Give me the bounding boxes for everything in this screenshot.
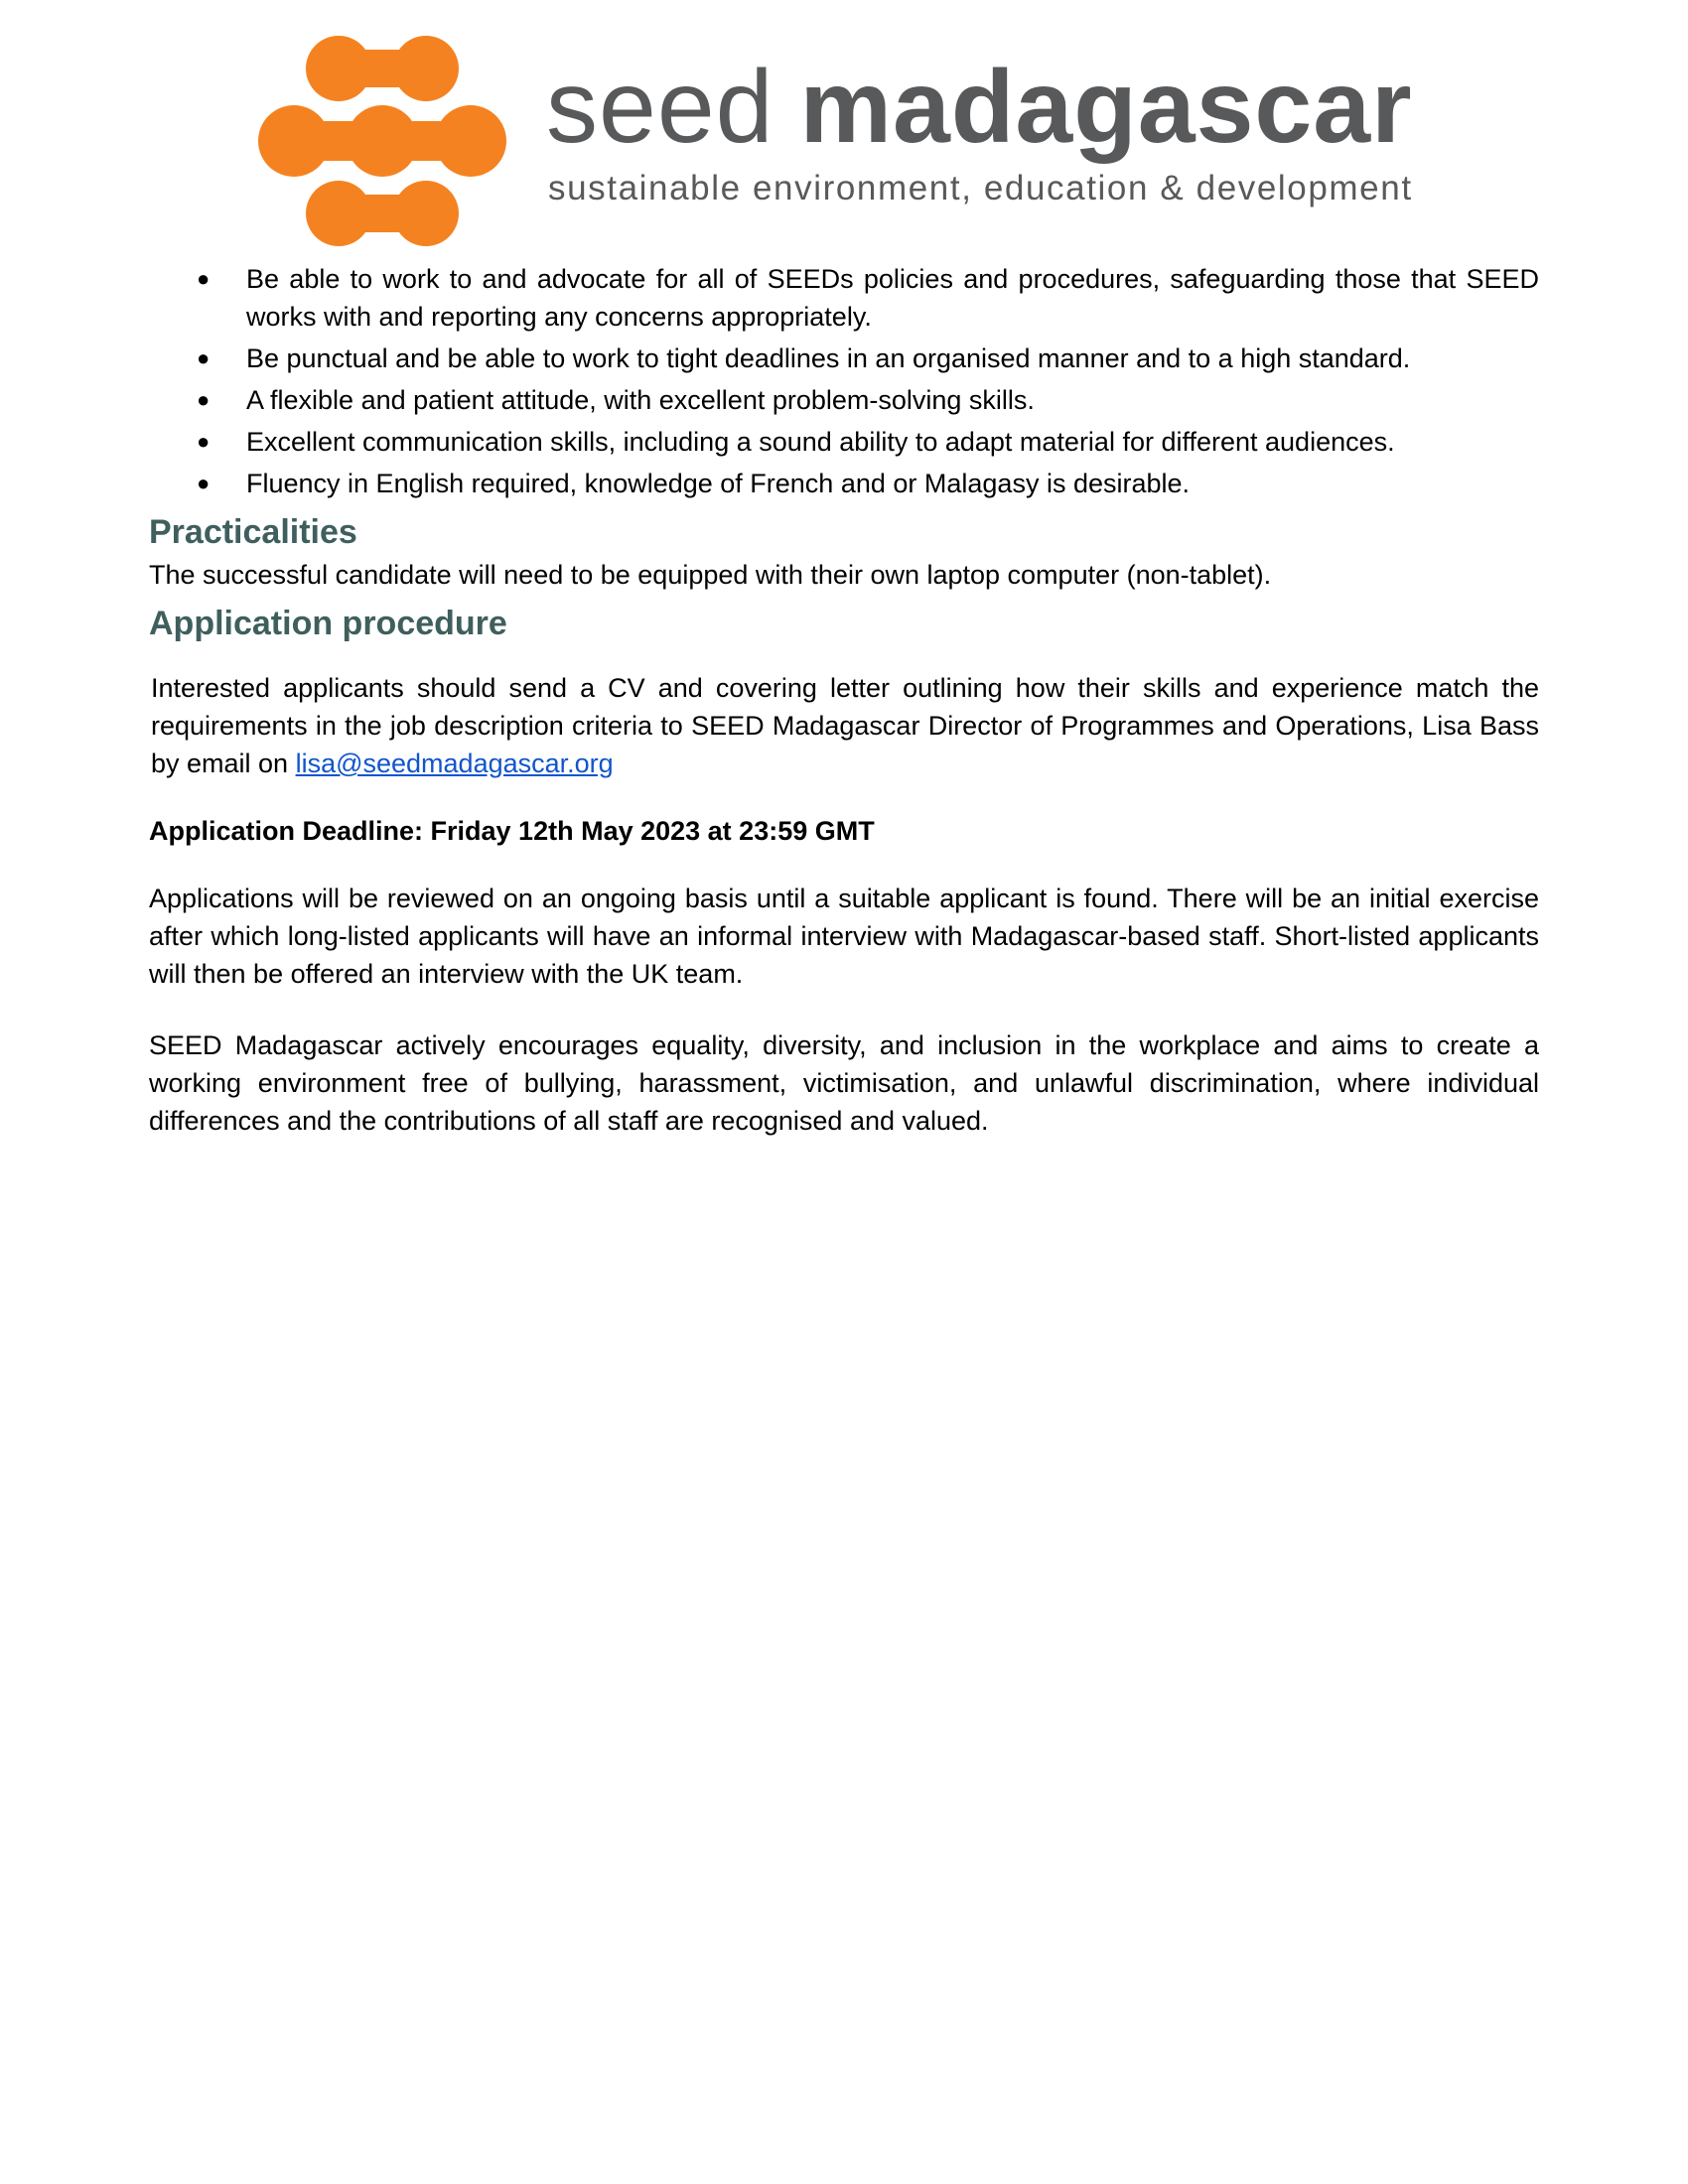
application-instructions-text: Interested applicants should send a CV and covering letter outlining how their skills and experience match the requirements in the job description criteria to SEED Madagascar Director of Programmes and Operations, Lisa Bass by email on (151, 673, 1539, 778)
practicalities-text: The successful candidate will need to be equipped with their own laptop computer (non-tablet). (149, 560, 1272, 590)
brand-name (546, 50, 1413, 165)
list-item-text: Be able to work to and advocate for all of SEEDs policies and procedures, safeguarding those that SEED works with and reporting any concerns appropriately. (246, 264, 1539, 332)
brand-name-light: seed (546, 50, 774, 165)
bullet-icon: ● (197, 429, 211, 454)
practicalities-heading: Practicalities (149, 513, 357, 551)
list-item (149, 465, 1539, 502)
document-body (149, 260, 1539, 1140)
requirements-list (149, 260, 1539, 502)
brand-tagline: sustainable environment, education & development (548, 169, 1413, 207)
application-deadline: Application Deadline: Friday 12th May 2023 at 23:59 GMT (149, 816, 875, 846)
seed-logo-icon (256, 36, 508, 246)
equality-statement: SEED Madagascar actively encourages equality, diversity, and inclusion in the workplace and aims to create a working environment free of bullying, harassment, victimisation, and unlawful discrimination, where individual differences and the contributions of all staff are recognised and valued. (149, 1030, 1539, 1136)
list-item-text: Be punctual and be able to work to tight deadlines in an organised manner and to a high standard. (246, 343, 1411, 373)
bullet-icon: ● (197, 471, 211, 495)
review-process-text: Applications will be reviewed on an ongoing basis until a suitable applicant is found. There will be an initial exercise after which long-listed applicants will have an informal interview with Madagascar-based staff. Short-listed applicants will then be offered an interview with the UK team. (149, 884, 1539, 989)
page-header (256, 36, 1428, 248)
list-item (149, 381, 1539, 419)
bullet-icon: ● (197, 266, 211, 291)
list-item (149, 423, 1539, 461)
list-item (149, 340, 1539, 377)
list-item (149, 260, 1539, 336)
list-item-text: A flexible and patient attitude, with excellent problem-solving skills. (246, 385, 1035, 415)
list-item-text: Fluency in English required, knowledge of French and or Malagasy is desirable. (246, 469, 1191, 498)
brand-name-bold: madagascar (799, 50, 1413, 165)
list-item-text: Excellent communication skills, including a sound ability to adapt material for different audiences. (246, 427, 1395, 457)
email-link[interactable]: lisa@seedmadagascar.org (295, 749, 614, 778)
application-procedure-heading: Application procedure (149, 605, 507, 642)
bullet-icon: ● (197, 345, 211, 370)
application-instructions (149, 669, 1539, 782)
bullet-icon: ● (197, 387, 211, 412)
